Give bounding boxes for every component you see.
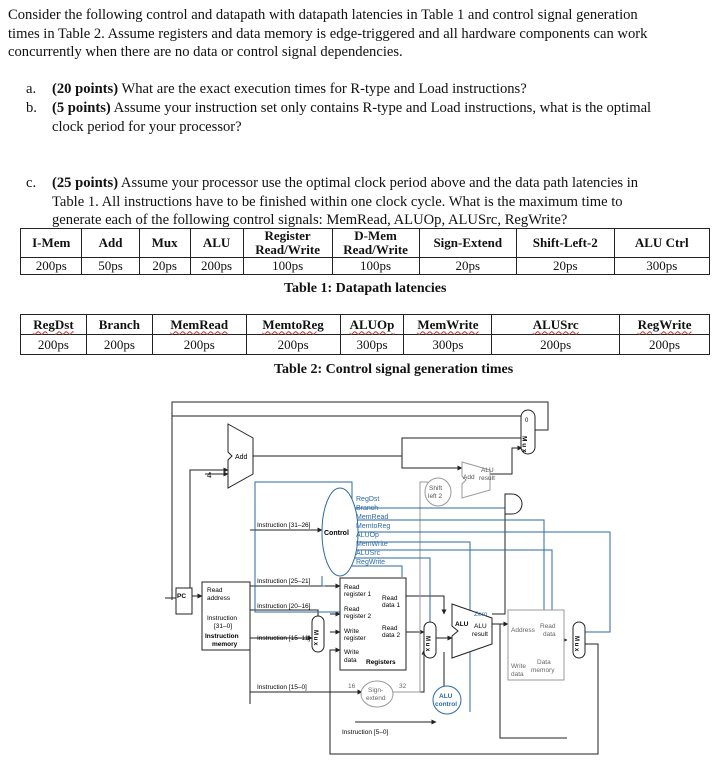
reg-read2-b: register 2 [344, 613, 372, 620]
question-c-label: c. [26, 175, 37, 191]
table2-header: ALUOp [340, 315, 404, 335]
signal-alusrc: ALUSrc [356, 550, 381, 557]
label-instr-31-26: Instruction [31–26] [257, 522, 311, 529]
alu-result-2: result [472, 631, 488, 638]
reg-read1-b: register 1 [344, 591, 372, 598]
label-instr-15-0: Instruction [15–0] [257, 684, 307, 691]
table2-header-row [21, 315, 710, 335]
table2-cell: 200ps [246, 335, 340, 355]
table2-header: Branch [86, 315, 152, 335]
table1-cell: 100ps [243, 258, 332, 275]
table2-header: RegDst [21, 315, 87, 335]
table1-cell: 200ps [21, 258, 82, 275]
question-b-label: b. [26, 100, 37, 116]
branch-adder-result-bottom: result [479, 475, 495, 482]
table1-cell: 50ps [82, 258, 139, 275]
reg-write-b: register [344, 635, 366, 642]
label-instr-5-0: Instruction [5–0] [342, 729, 389, 736]
sign-extend [361, 681, 393, 707]
regdst-mux-label: M u x [312, 630, 318, 646]
mux-0-label: 0 [525, 418, 529, 424]
table2-cell: 200ps [492, 335, 620, 355]
sign-label-1: Sign- [368, 687, 384, 694]
pc-adder-label: Add [235, 454, 248, 461]
table1-header-row [21, 229, 710, 258]
dm-name-1: Data [537, 659, 551, 666]
table2-header: MemWrite [404, 315, 492, 335]
imem-instruction-label: Instruction [207, 615, 237, 622]
imem-name-1: Instruction [205, 633, 239, 640]
datapath-diagram [0, 382, 717, 762]
table2-cell: 300ps [404, 335, 492, 355]
signal-aluop: ALUOp [356, 532, 379, 539]
label-instr-15-11: Instruction [15–11] [257, 635, 310, 642]
table1-cell: 200ps [190, 258, 243, 275]
table1-cell: 100ps [332, 258, 419, 275]
question-a-points: (20 points) [52, 81, 119, 97]
intro-line-1: Consider the following control and datapath with datapath latencies in Table 1 and control signal generation [8, 7, 638, 23]
control-label: Control [324, 530, 349, 537]
shift-label-2: left 2 [428, 493, 443, 500]
reg-name: Registers [366, 659, 396, 666]
program-counter [176, 588, 192, 614]
table1-header: D-Mem Read/Write [332, 229, 419, 258]
table2-header: MemtoReg [246, 315, 340, 335]
imem-bits-label: [31–0] [214, 623, 233, 630]
imem-name-2: memory [212, 641, 238, 648]
table1-header: Register Read/Write [243, 229, 332, 258]
reg-read1-a: Read [344, 584, 360, 591]
table1-cell: 300ps [614, 258, 709, 275]
table1-cell: 20ps [139, 258, 190, 275]
intro-line-3: concurrently when there are no data or control signal dependencies. [8, 44, 403, 60]
alu-label: ALU [455, 621, 469, 628]
table1-value-row [21, 258, 710, 275]
alu-result-1: ALU [474, 623, 487, 630]
question-c-line-3: generate each of the following control signals: MemRead, ALUOp, ALUSrc, RegWrite? [52, 212, 568, 228]
intro-paragraph [8, 6, 712, 62]
reg-rd1-a: Read [382, 595, 398, 602]
branch-and-gate [505, 494, 522, 514]
reg-wdata-a: Write [344, 649, 360, 656]
table1-header: ALU Ctrl [614, 229, 709, 258]
imem-address-label: address [207, 595, 231, 602]
signal-memread: MemRead [356, 514, 389, 521]
reg-rd2-a: Read [382, 625, 398, 632]
table1-header: Shift-Left-2 [517, 229, 615, 258]
reg-write-a: Write [344, 628, 360, 635]
shift-left-2 [425, 478, 451, 506]
dm-write-2: data [511, 671, 524, 678]
table2-caption: Table 2: Control signal generation times [274, 362, 514, 377]
question-b-text: Assume your instruction set only contains R-type and Load instructions, what is the optimal [110, 100, 652, 116]
reg-read2-a: Read [344, 606, 360, 613]
label-instr-20-16: Instruction [20–16] [257, 603, 311, 610]
alu-control-label-1: ALU [439, 693, 453, 700]
table-control-signal-times [20, 314, 710, 355]
alu-control [433, 686, 461, 714]
table2-header: RegWrite [620, 315, 710, 335]
memtoreg-mux-label: M u x [573, 636, 579, 652]
table1-header: ALU [190, 229, 243, 258]
table1-header: Add [82, 229, 139, 258]
table1-caption: Table 1: Datapath latencies [284, 281, 447, 296]
shift-label-1: Shift [429, 485, 443, 492]
imem-read-label: Read [207, 587, 223, 594]
signal-memtoreg: MemtoReg [356, 523, 391, 530]
table2-cell: 200ps [86, 335, 152, 355]
sign-32: 32 [399, 683, 407, 690]
question-c-line-1: Assume your processor use the optimal clock period above and the data path latencies in [118, 175, 639, 191]
sign-label-2: extend [366, 695, 386, 702]
alu-control-label-2: control [435, 701, 458, 708]
question-a-text: What are the exact execution times for R-type and Load instructions? [118, 81, 527, 97]
intro-line-2: times in Table 2. Assume registers and data memory is edge-triggered and all hardware components can work [8, 25, 648, 42]
table2-cell: 200ps [21, 335, 87, 355]
signal-branch: Branch [356, 505, 379, 512]
pc-label: PC [177, 593, 187, 600]
table1-cell: 20ps [517, 258, 615, 275]
constant-four: 4 [207, 471, 212, 480]
dm-read-2: data [543, 631, 556, 638]
signal-memwrite: MemWrite [356, 541, 388, 548]
table2-header: MemRead [152, 315, 246, 335]
question-c-points: (25 points) [52, 175, 119, 191]
alu-zero-label: Zero [474, 611, 488, 618]
pc-mux-label: M u x [520, 436, 528, 453]
question-b-text-2: clock period for your processor? [52, 119, 242, 135]
sign-16: 16 [348, 683, 356, 690]
reg-rd1-b: data 1 [382, 602, 401, 609]
question-b-points: (5 points) [52, 100, 111, 116]
dm-read-1: Read [540, 623, 556, 630]
branch-adder-label: Add [463, 474, 475, 481]
table-datapath-latencies [20, 228, 710, 275]
table2-cell: 200ps [152, 335, 246, 355]
table2-value-row [21, 335, 710, 355]
table1-cell: 20ps [419, 258, 517, 275]
signal-regdst: RegDst [356, 496, 380, 503]
table1-header: Sign-Extend [419, 229, 517, 258]
reg-rd2-b: data 2 [382, 632, 401, 639]
reg-wdata-b: data [344, 657, 357, 664]
signal-regwrite: RegWrite [356, 559, 386, 566]
question-c-line-2: Table 1. All instructions have to be finished within one clock cycle. What is the maximum time to [52, 193, 623, 210]
dm-name-2: memory [531, 667, 555, 674]
table1-header: I-Mem [21, 229, 82, 258]
table1-header: Mux [139, 229, 190, 258]
branch-adder-result-top: ALU [481, 467, 494, 474]
alusrc-mux-label: M u x [424, 636, 430, 652]
dm-write-1: Write [511, 663, 527, 670]
question-a-label: a. [26, 81, 37, 97]
label-instr-25-21: Instruction [25–21] [257, 578, 311, 585]
table2-header: ALUSrc [492, 315, 620, 335]
dm-address-label: Address [511, 627, 535, 634]
table2-cell: 200ps [620, 335, 710, 355]
table2-cell: 300ps [340, 335, 404, 355]
